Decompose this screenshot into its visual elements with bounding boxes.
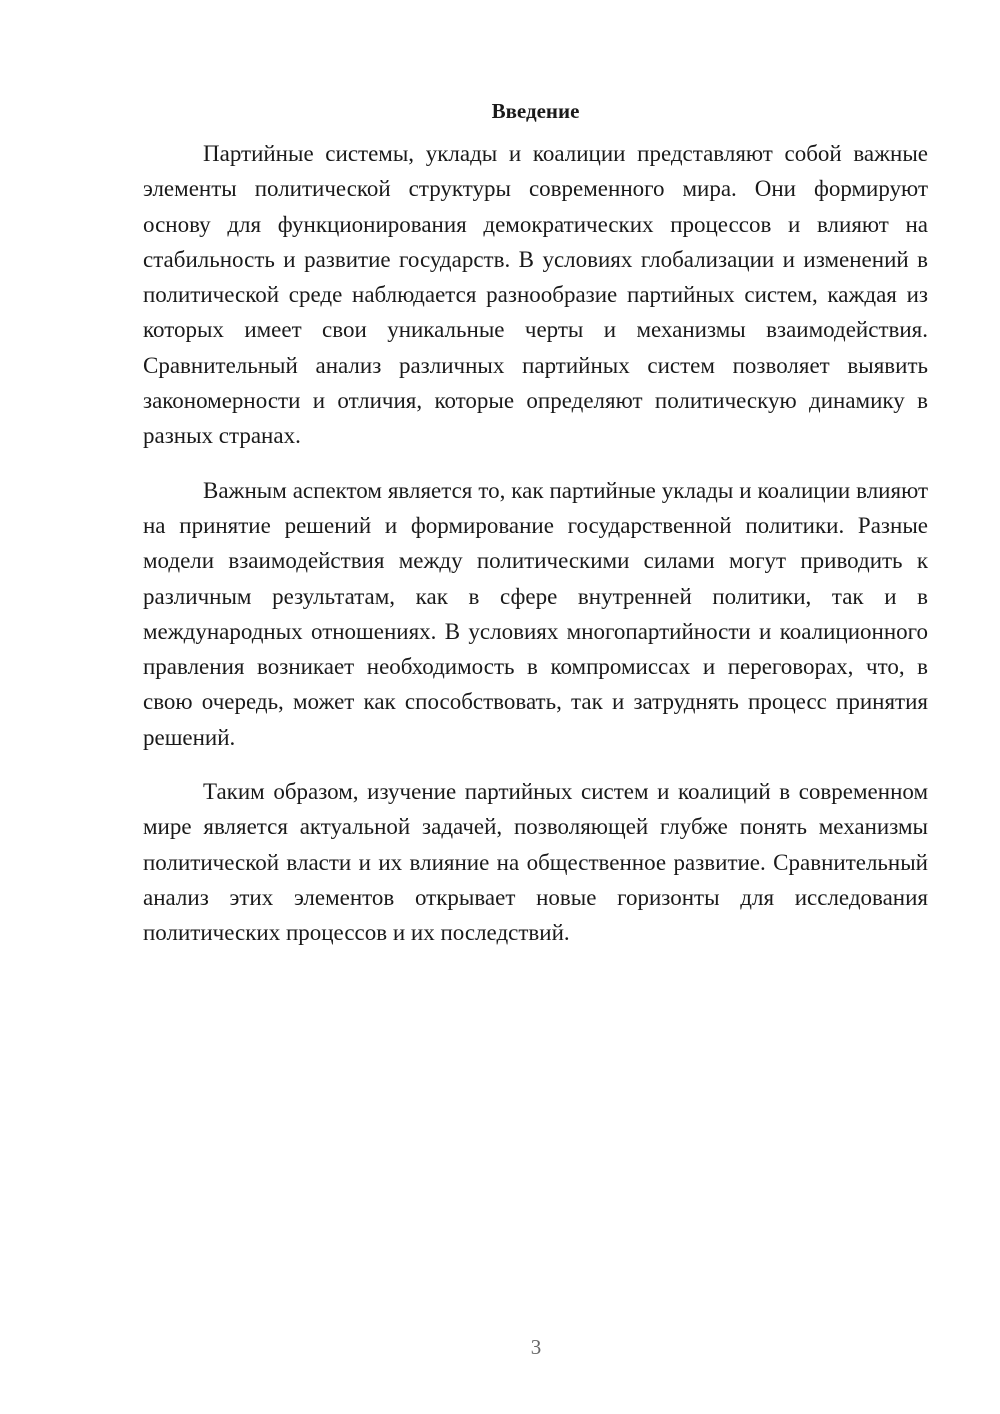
paragraph-1: Партийные системы, уклады и коалиции представляют собой важные элементы политической структуры современного мира. Они формируют основу для функционирования демократических процессов и влияют на стабильность и развитие государств. В условиях глобализации и изменений в политической среде наблюдается разнообразие партийных систем, каждая из которых имеет свои уникальные черты и механизмы взаимодействия. Сравнительный анализ различных партийных систем позволяет выявить закономерности и отличия, которые определяют политическую динамику в разных странах.	[143, 141, 928, 449]
page-content	[143, 96, 928, 970]
paragraph-2: Важным аспектом является то, как партийные уклады и коалиции влияют на принятие решений и формирование государственной политики. Разные модели взаимодействия между политическими силами могут приводить к различным результатам, как в сфере внутренней политики, так и в международных отношениях. В условиях многопартийности и коалиционного правления возникает необходимость в компромиссах и переговорах, что, в свою очередь, может как способствовать, так и затруднять процесс принятия решений.	[143, 477, 928, 750]
section-title: Введение	[491, 99, 580, 123]
page-number: 3	[530, 1335, 542, 1359]
paragraph-3: Таким образом, изучение партийных систем и коалиций в современном мире является актуальной задачей, позволяющей глубже понять механизмы политической власти и их влияние на общественное развитие. Сравнительный анализ этих элементов открывает новые горизонты для исследования политических процессов и их последствий.	[143, 779, 928, 946]
